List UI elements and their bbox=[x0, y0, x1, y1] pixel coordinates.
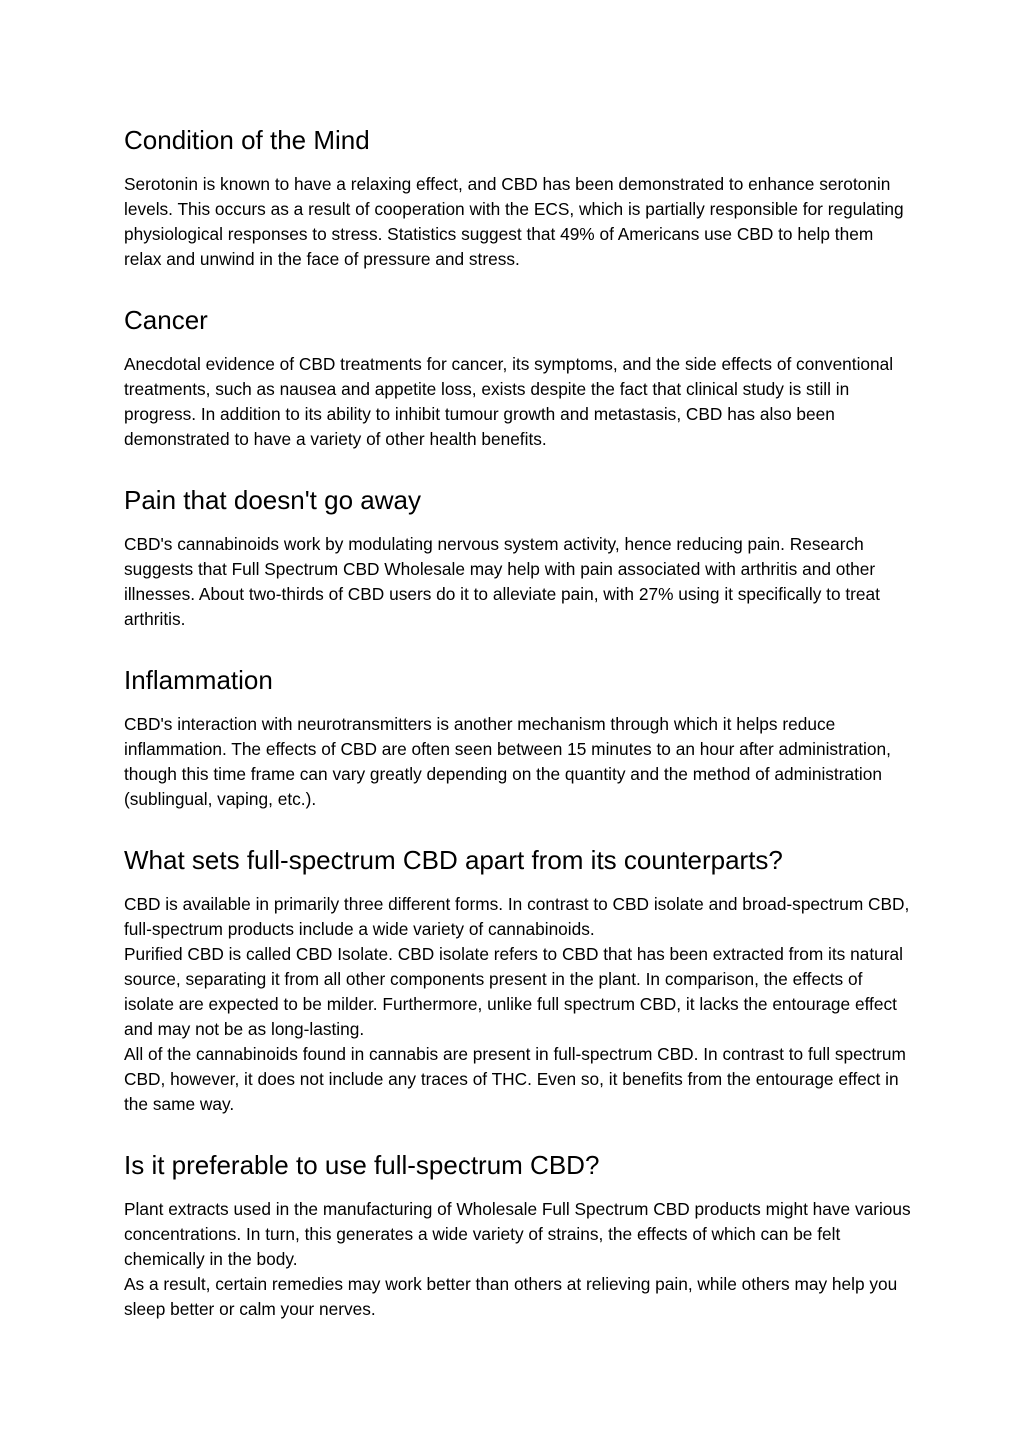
section-condition-of-the-mind bbox=[124, 120, 914, 272]
section-pain bbox=[124, 480, 914, 632]
section-body bbox=[124, 892, 914, 1117]
section-inflammation bbox=[124, 660, 914, 812]
section-body bbox=[124, 1197, 914, 1322]
section-heading: Cancer bbox=[124, 305, 208, 335]
paragraph: Plant extracts used in the manufacturing of Wholesale Full Spectrum CBD products might have various concentrations. In turn, this generates a wide variety of strains, the effects of which can be felt chemically in the body. bbox=[124, 1199, 911, 1269]
section-body bbox=[124, 352, 914, 452]
paragraph: Purified CBD is called CBD Isolate. CBD isolate refers to CBD that has been extracted from its natural source, separating it from all other components present in the plant. In comparison, the effects of isolate are expected to be milder. Furthermore, unlike full spectrum CBD, it lacks the entourage effect and may not be as long-lasting. bbox=[124, 944, 903, 1039]
paragraph: CBD's interaction with neurotransmitters is another mechanism through which it helps reduce inflammation. The effects of CBD are often seen between 15 minutes to an hour after administration, though this time frame can vary greatly depending on the quantity and the method of administration (sublingual, vaping, etc.). bbox=[124, 714, 891, 809]
paragraph: CBD is available in primarily three different forms. In contrast to CBD isolate and broad-spectrum CBD, full-spectrum products include a wide variety of cannabinoids. bbox=[124, 894, 910, 939]
section-body bbox=[124, 532, 914, 632]
section-heading: Is it preferable to use full-spectrum CBD? bbox=[124, 1150, 600, 1180]
section-body bbox=[124, 712, 914, 812]
section-cancer bbox=[124, 300, 914, 452]
paragraph: As a result, certain remedies may work better than others at relieving pain, while others may help you sleep better or calm your nerves. bbox=[124, 1274, 898, 1319]
section-heading: What sets full-spectrum CBD apart from its counterparts? bbox=[124, 845, 783, 875]
paragraph: Anecdotal evidence of CBD treatments for cancer, its symptoms, and the side effects of conventional treatments, such as nausea and appetite loss, exists despite the fact that clinical study is still in progress. In addition to its ability to inhibit tumour growth and metastasis, CBD has also been demonstrated to have a variety of other health benefits. bbox=[124, 354, 894, 449]
section-preferable-full-spectrum bbox=[124, 1145, 914, 1322]
section-full-spectrum-vs-counterparts bbox=[124, 840, 914, 1117]
section-body bbox=[124, 172, 914, 272]
paragraph: All of the cannabinoids found in cannabis are present in full-spectrum CBD. In contrast to full spectrum CBD, however, it does not include any traces of THC. Even so, it benefits from the entourage effect in the same way. bbox=[124, 1044, 906, 1114]
section-heading: Inflammation bbox=[124, 665, 273, 695]
section-heading: Pain that doesn't go away bbox=[124, 485, 421, 515]
document-page bbox=[124, 120, 914, 1350]
paragraph: CBD's cannabinoids work by modulating nervous system activity, hence reducing pain. Research suggests that Full Spectrum CBD Wholesale may help with pain associated with arthritis and other illnesses. About two-thirds of CBD users do it to alleviate pain, with 27% using it specifically to treat arthritis. bbox=[124, 534, 880, 629]
paragraph: Serotonin is known to have a relaxing effect, and CBD has been demonstrated to enhance serotonin levels. This occurs as a result of cooperation with the ECS, which is partially responsible for regulating physiological responses to stress. Statistics suggest that 49% of Americans use CBD to help them relax and unwind in the face of pressure and stress. bbox=[124, 174, 904, 269]
section-heading: Condition of the Mind bbox=[124, 125, 370, 155]
